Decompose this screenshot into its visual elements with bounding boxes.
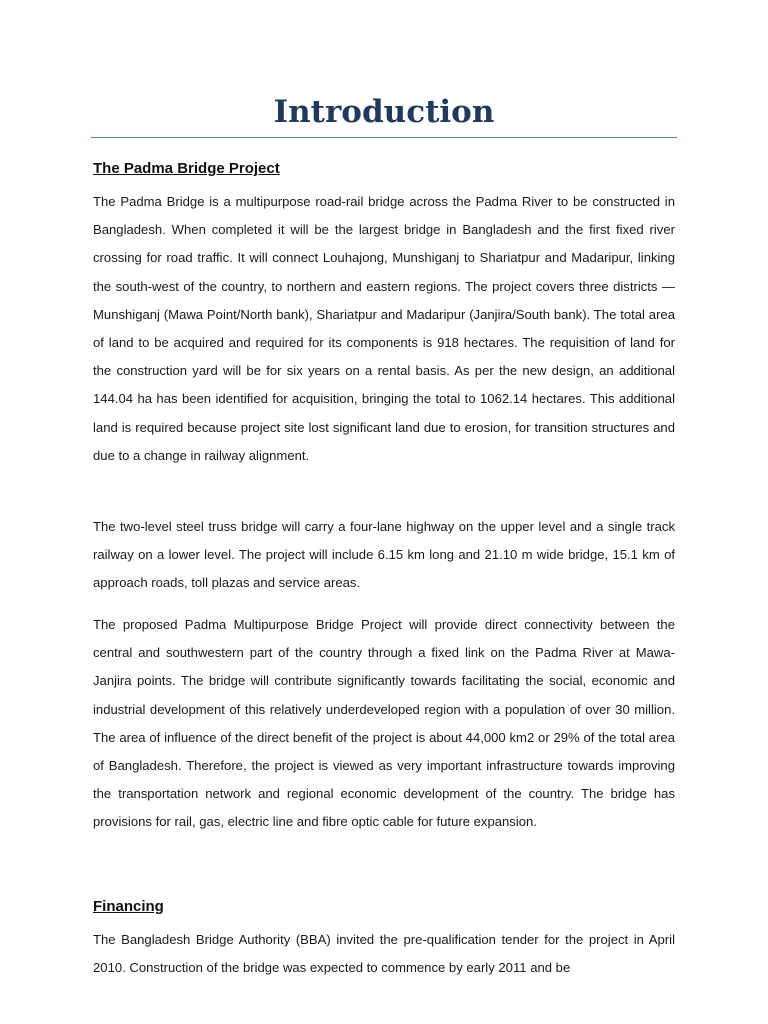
paragraph-padma-overview: The Padma Bridge is a multipurpose road-rail bridge across the Padma River to be constructed in Bangladesh. When completed it will be the largest bridge in Bangladesh and the first fixed river crossing for road traffic. It will connect Louhajong, Munshiganj to Shariatpur and Madaripur, linking the south-west of the country, to northern and eastern regions. The project covers three districts — Munshiganj (Mawa Point/North bank), Shariatpur and Madaripur (Janjira/South bank). The total area of land to be acquired and required for its components is 918 hectares. The requisition of land for the construction yard will be for six years on a rental basis. As per the new design, an additional 144.04 ha has been identified for acquisition, bringing the total to 1062.14 hectares. This additional land is required because project site lost significant land due to erosion, for transition structures and due to a change in railway alignment. [93,194,675,463]
title-underline-rule [91,137,677,138]
paragraph-bridge-structure: The two-level steel truss bridge will carry a four-lane highway on the upper level and a single track railway on a lower level. The project will include 6.15 km long and 21.10 m wide bridge, 15.1 km of approach roads, toll plazas and service areas. [93,519,675,591]
paragraph-financing: The Bangladesh Bridge Authority (BBA) invited the pre-qualification tender for the project in April 2010. Construction of the bridge was expected to commence by early 2011 and be [93,932,675,976]
page-title: Introduction [273,94,495,130]
section-heading-financing: Financing [93,898,164,915]
section-heading-padma-bridge-project: The Padma Bridge Project [93,160,280,177]
paragraph-connectivity-impact: The proposed Padma Multipurpose Bridge Project will provide direct connectivity between the central and southwestern part of the country through a fixed link on the Padma River at Mawa-Janjira points. The bridge will contribute significantly towards facilitating the social, economic and industrial development of this relatively underdeveloped region with a population of over 30 million. The area of influence of the direct benefit of the project is about 44,000 km2 or 29% of the total area of Bangladesh. Therefore, the project is viewed as very important infrastructure towards improving the transportation network and regional economic development of the country. The bridge has provisions for rail, gas, electric line and fibre optic cable for future expansion. [93,617,675,830]
